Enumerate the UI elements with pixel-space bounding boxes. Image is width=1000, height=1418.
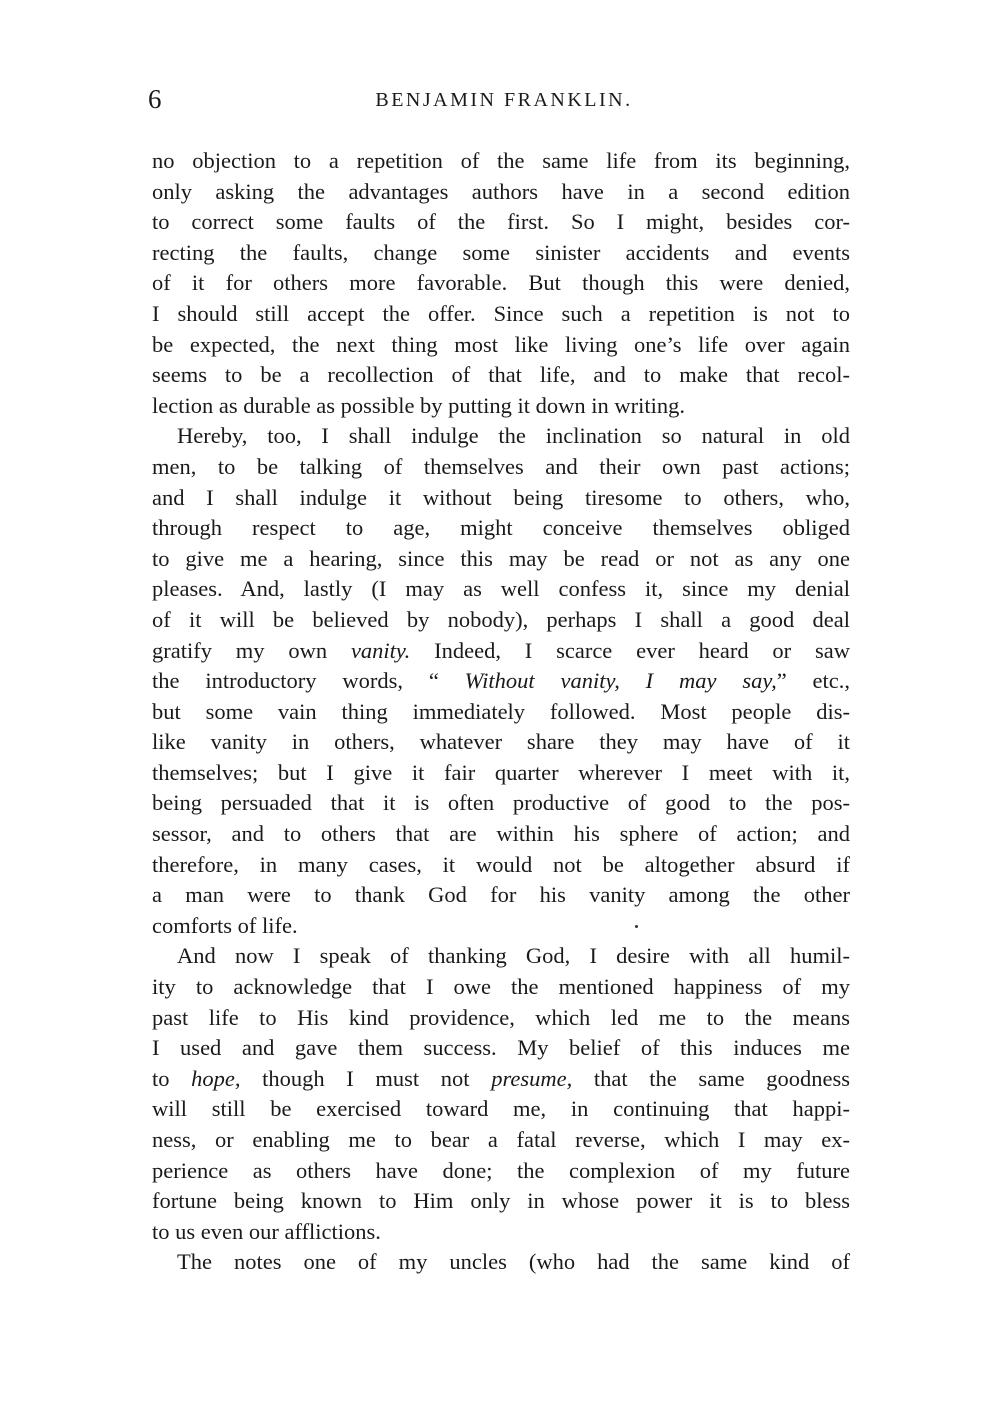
text-segment: past life to His kind providence, which led me to the means: [152, 1004, 850, 1030]
text-line: [152, 1033, 850, 1064]
text-line: [152, 605, 850, 636]
page-number: 6: [148, 84, 162, 114]
text-segment: comforts of life.: [152, 912, 298, 938]
text-line: [152, 513, 850, 544]
text-line: [152, 911, 850, 942]
text-line: [152, 146, 850, 177]
text-segment: be expected, the next thing most like living one’s life over again: [152, 331, 850, 357]
text-segment: of it for others more favorable. But though this were denied,: [152, 270, 850, 296]
text-line: [152, 177, 850, 208]
text-segment: I used and gave them success. My belief of this induces me: [152, 1035, 850, 1061]
text-line: [152, 972, 850, 1003]
text-segment: of it will be believed by nobody), perhaps I shall a good deal: [152, 606, 850, 632]
text-segment: and I shall indulge it without being tiresome to others, who,: [152, 484, 850, 510]
text-line: [152, 1217, 850, 1248]
text-line: [152, 788, 850, 819]
text-line: [152, 268, 850, 299]
text-segment: gratify my own: [152, 637, 351, 663]
text-segment: And now I speak of thanking God, I desire with all humil-: [177, 943, 850, 969]
text-line: [152, 666, 850, 697]
running-title: BENJAMIN FRANKLIN.: [375, 89, 633, 111]
text-segment: The notes one of my uncles (who had the same kind of: [177, 1249, 850, 1275]
text-segment: seems to be a recollection of that life, and to make that recol-: [152, 362, 850, 388]
text-segment: perience as others have done; the complexion of my future: [152, 1157, 850, 1183]
text-line: [152, 636, 850, 667]
text-segment: to us even our afflictions.: [152, 1218, 381, 1244]
text-segment: through respect to age, might conceive themselves obliged: [152, 515, 850, 541]
text-line: [152, 1247, 850, 1278]
text-segment: will still be exercised toward me, in continuing that happi-: [152, 1096, 850, 1122]
text-line: [152, 758, 850, 789]
text-segment: Indeed, I scarce ever heard or saw: [410, 637, 850, 663]
text-segment: I should still accept the offer. Since such a repetition is not to: [152, 300, 850, 326]
text-segment: recting the faults, change some sinister accidents and events: [152, 239, 850, 265]
text-line: [152, 238, 850, 269]
text-segment: ity to acknowledge that I owe the mentioned happiness of my: [152, 974, 850, 1000]
text-line: [152, 1003, 850, 1034]
text-line: [152, 1156, 850, 1187]
text-segment: therefore, in many cases, it would not be altogether absurd if: [152, 851, 850, 877]
text-line: [152, 299, 850, 330]
text-segment: lection as durable as possible by putting it down in writing.: [152, 392, 686, 418]
text-line: [152, 452, 850, 483]
text-line: [152, 391, 850, 422]
text-segment: fortune being known to Him only in whose power it is to bless: [152, 1188, 850, 1214]
text-segment: sessor, and to others that are within his sphere of action; and: [152, 821, 850, 847]
text-segment: though I must not: [240, 1065, 492, 1091]
text-segment: like vanity in others, whatever share they may have of it: [152, 729, 850, 755]
text-segment: that the same goodness: [572, 1065, 850, 1091]
text-line: [152, 207, 850, 238]
text-line: [152, 880, 850, 911]
italic-text: presume,: [491, 1065, 573, 1091]
text-segment: ness, or enabling me to bear a fatal reverse, which I may ex-: [152, 1127, 850, 1152]
text-segment: the introductory words, “: [152, 668, 465, 694]
text-line: [152, 574, 850, 605]
text-line: [152, 819, 850, 850]
text-segment: ” etc.,: [776, 668, 850, 694]
text-line: [152, 330, 850, 361]
text-segment: but some vain thing immediately followed. Most people dis-: [152, 698, 850, 724]
text-segment: pleases. And, lastly (I may as well confess it, since my denial: [152, 576, 850, 602]
text-line: [152, 941, 850, 972]
body-text: [152, 146, 850, 1278]
text-segment: to: [152, 1065, 192, 1091]
text-segment: a man were to thank God for his vanity among the other: [152, 882, 850, 908]
text-segment: to give me a hearing, since this may be read or not as any one: [152, 545, 850, 571]
text-segment: no objection to a repetition of the same life from its beginning,: [152, 148, 850, 173]
print-speck: [635, 925, 638, 928]
text-segment: only asking the advantages authors have in a second edition: [152, 178, 850, 204]
text-segment: being persuaded that it is often productive of good to the pos-: [152, 790, 850, 816]
text-line: [152, 850, 850, 881]
text-line: [152, 697, 850, 728]
text-segment: men, to be talking of themselves and their own past actions;: [152, 453, 850, 479]
text-line: [152, 360, 850, 391]
text-line: [152, 727, 850, 758]
text-segment: to correct some faults of the first. So I might, besides cor-: [152, 209, 850, 235]
italic-text: vanity.: [350, 637, 411, 663]
text-line: [152, 421, 850, 452]
text-segment: Hereby, too, I shall indulge the inclination so natural in old: [177, 423, 850, 449]
italic-text: Without vanity, I may say,: [464, 668, 777, 694]
text-line: [152, 1094, 850, 1125]
text-line: [152, 1064, 850, 1095]
text-line: [152, 483, 850, 514]
text-line: [152, 1125, 850, 1156]
text-line: [152, 544, 850, 575]
text-segment: themselves; but I give it fair quarter wherever I meet with it,: [152, 759, 850, 785]
italic-text: hope,: [191, 1065, 241, 1091]
text-line: [152, 1186, 850, 1217]
